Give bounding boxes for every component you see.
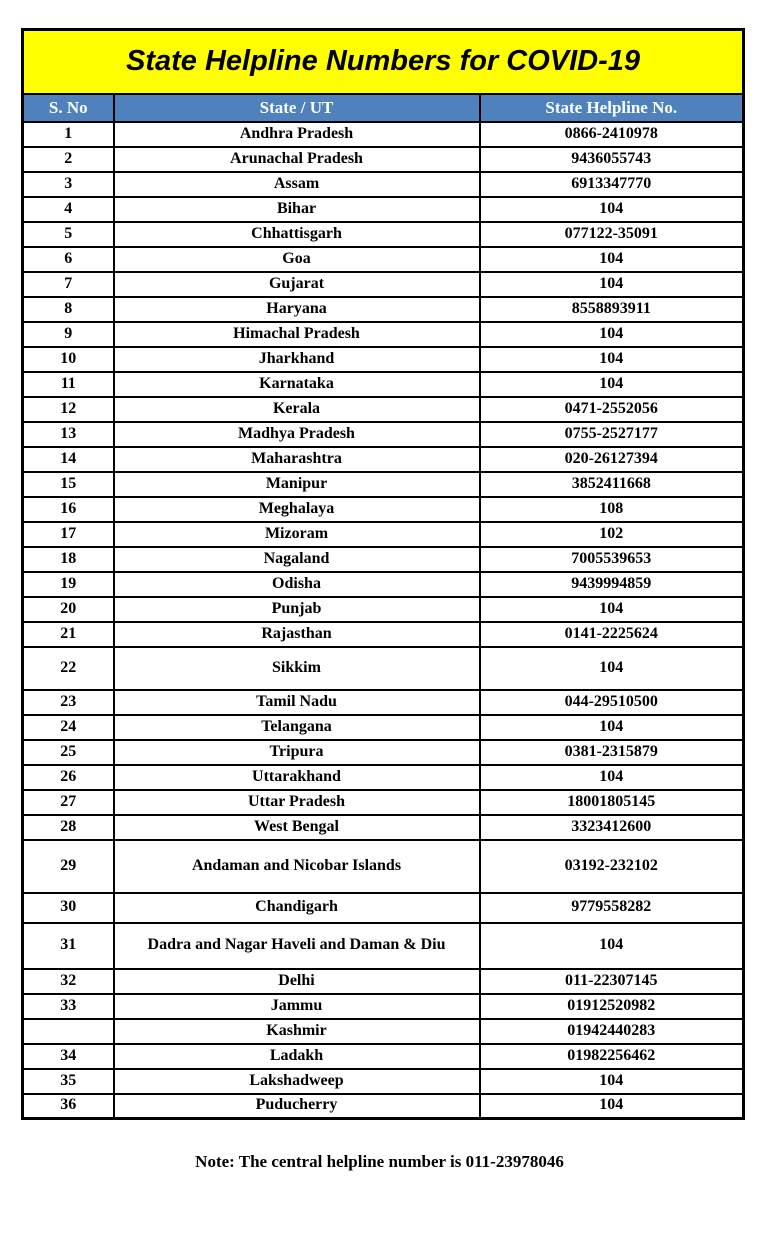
table-row [23, 740, 744, 765]
cell-helpline: 108 [480, 497, 744, 522]
cell-sno: 21 [23, 622, 114, 647]
table-row [23, 197, 744, 222]
table-row [23, 690, 744, 715]
cell-state: Meghalaya [114, 497, 480, 522]
table-row [23, 765, 744, 790]
cell-sno: 3 [23, 172, 114, 197]
table-row [23, 172, 744, 197]
cell-sno: 6 [23, 247, 114, 272]
cell-helpline: 104 [480, 715, 744, 740]
cell-state: Mizoram [114, 522, 480, 547]
cell-sno: 25 [23, 740, 114, 765]
table-row [23, 969, 744, 994]
table-row [23, 790, 744, 815]
cell-state: Nagaland [114, 547, 480, 572]
cell-state: Odisha [114, 572, 480, 597]
table-row [23, 715, 744, 740]
page-title: State Helpline Numbers for COVID-19 [23, 30, 744, 94]
cell-helpline: 8558893911 [480, 297, 744, 322]
cell-helpline: 104 [480, 1069, 744, 1094]
table-row [23, 1094, 744, 1119]
cell-sno: 14 [23, 447, 114, 472]
table-row [23, 247, 744, 272]
cell-helpline: 104 [480, 372, 744, 397]
cell-state: Andaman and Nicobar Islands [114, 840, 480, 893]
cell-helpline: 044-29510500 [480, 690, 744, 715]
cell-state: Arunachal Pradesh [114, 147, 480, 172]
table-row [23, 472, 744, 497]
column-header-helpline: State Helpline No. [480, 94, 744, 122]
table-row [23, 622, 744, 647]
table-row [23, 572, 744, 597]
cell-state: Manipur [114, 472, 480, 497]
table-row [23, 597, 744, 622]
table-row [23, 422, 744, 447]
cell-helpline: 0755-2527177 [480, 422, 744, 447]
table-row [23, 147, 744, 172]
table-row [23, 222, 744, 247]
cell-state: Himachal Pradesh [114, 322, 480, 347]
table-row [23, 994, 744, 1019]
helpline-table [21, 28, 745, 1120]
table-row [23, 397, 744, 422]
cell-state: Chhattisgarh [114, 222, 480, 247]
cell-sno: 10 [23, 347, 114, 372]
cell-state: Jammu [114, 994, 480, 1019]
cell-helpline: 104 [480, 597, 744, 622]
cell-state: Haryana [114, 297, 480, 322]
cell-helpline: 9436055743 [480, 147, 744, 172]
cell-state: Assam [114, 172, 480, 197]
central-helpline-note: Note: The central helpline number is 011-23978046 [195, 1152, 564, 1171]
helpline-table-body [23, 122, 744, 1119]
table-row [23, 497, 744, 522]
cell-helpline: 0381-2315879 [480, 740, 744, 765]
cell-helpline: 104 [480, 272, 744, 297]
cell-state: Kerala [114, 397, 480, 422]
cell-sno: 20 [23, 597, 114, 622]
cell-sno: 9 [23, 322, 114, 347]
cell-state: Lakshadweep [114, 1069, 480, 1094]
table-row [23, 923, 744, 969]
cell-state: Rajasthan [114, 622, 480, 647]
cell-helpline: 3852411668 [480, 472, 744, 497]
cell-sno: 34 [23, 1044, 114, 1069]
cell-state: Telangana [114, 715, 480, 740]
cell-helpline: 0866-2410978 [480, 122, 744, 147]
cell-helpline: 077122-35091 [480, 222, 744, 247]
cell-sno: 8 [23, 297, 114, 322]
table-row [23, 272, 744, 297]
cell-state: Goa [114, 247, 480, 272]
cell-helpline: 03192-232102 [480, 840, 744, 893]
cell-state: Punjab [114, 597, 480, 622]
title-row [23, 30, 744, 94]
table-row [23, 122, 744, 147]
cell-helpline: 102 [480, 522, 744, 547]
cell-state: Madhya Pradesh [114, 422, 480, 447]
cell-helpline: 7005539653 [480, 547, 744, 572]
table-row [23, 1069, 744, 1094]
cell-state: Tamil Nadu [114, 690, 480, 715]
cell-sno: 5 [23, 222, 114, 247]
cell-state: Dadra and Nagar Haveli and Daman & Diu [114, 923, 480, 969]
table-row [23, 372, 744, 397]
cell-sno: 11 [23, 372, 114, 397]
cell-state: Jharkhand [114, 347, 480, 372]
cell-sno: 36 [23, 1094, 114, 1119]
cell-helpline: 3323412600 [480, 815, 744, 840]
cell-helpline: 020-26127394 [480, 447, 744, 472]
cell-helpline: 9439994859 [480, 572, 744, 597]
cell-helpline: 104 [480, 1094, 744, 1119]
cell-sno: 4 [23, 197, 114, 222]
cell-helpline: 104 [480, 347, 744, 372]
cell-helpline: 01912520982 [480, 994, 744, 1019]
cell-sno: 18 [23, 547, 114, 572]
cell-helpline: 0141-2225624 [480, 622, 744, 647]
cell-sno: 16 [23, 497, 114, 522]
cell-state: Tripura [114, 740, 480, 765]
table-row [23, 447, 744, 472]
cell-state: Gujarat [114, 272, 480, 297]
cell-state: Bihar [114, 197, 480, 222]
column-header-sno: S. No [23, 94, 114, 122]
cell-state: Andhra Pradesh [114, 122, 480, 147]
cell-sno: 2 [23, 147, 114, 172]
cell-sno: 12 [23, 397, 114, 422]
cell-sno: 7 [23, 272, 114, 297]
table-row [23, 322, 744, 347]
cell-state: Karnataka [114, 372, 480, 397]
cell-helpline: 9779558282 [480, 893, 744, 923]
helpline-table-container [21, 28, 742, 1120]
cell-sno: 28 [23, 815, 114, 840]
cell-sno [23, 1019, 114, 1044]
cell-sno: 23 [23, 690, 114, 715]
cell-sno: 29 [23, 840, 114, 893]
cell-sno: 17 [23, 522, 114, 547]
table-header-row [23, 94, 744, 122]
cell-state: Chandigarh [114, 893, 480, 923]
cell-state: Uttar Pradesh [114, 790, 480, 815]
cell-sno: 13 [23, 422, 114, 447]
cell-sno: 15 [23, 472, 114, 497]
table-row [23, 840, 744, 893]
cell-sno: 33 [23, 994, 114, 1019]
table-row [23, 522, 744, 547]
column-header-state: State / UT [114, 94, 480, 122]
table-row [23, 893, 744, 923]
cell-helpline: 104 [480, 197, 744, 222]
table-row [23, 1019, 744, 1044]
cell-sno: 30 [23, 893, 114, 923]
cell-helpline: 18001805145 [480, 790, 744, 815]
cell-sno: 24 [23, 715, 114, 740]
cell-helpline: 0471-2552056 [480, 397, 744, 422]
cell-sno: 32 [23, 969, 114, 994]
cell-helpline: 104 [480, 765, 744, 790]
cell-state: Sikkim [114, 647, 480, 690]
table-row [23, 347, 744, 372]
cell-helpline: 104 [480, 247, 744, 272]
cell-helpline: 6913347770 [480, 172, 744, 197]
cell-helpline: 104 [480, 322, 744, 347]
table-row [23, 1044, 744, 1069]
cell-sno: 27 [23, 790, 114, 815]
cell-helpline: 01982256462 [480, 1044, 744, 1069]
cell-sno: 22 [23, 647, 114, 690]
cell-state: Kashmir [114, 1019, 480, 1044]
table-row [23, 647, 744, 690]
cell-state: Uttarakhand [114, 765, 480, 790]
table-row [23, 547, 744, 572]
cell-helpline: 104 [480, 923, 744, 969]
cell-sno: 26 [23, 765, 114, 790]
cell-sno: 19 [23, 572, 114, 597]
cell-sno: 31 [23, 923, 114, 969]
cell-state: West Bengal [114, 815, 480, 840]
cell-sno: 35 [23, 1069, 114, 1094]
cell-state: Puducherry [114, 1094, 480, 1119]
cell-helpline: 104 [480, 647, 744, 690]
cell-state: Delhi [114, 969, 480, 994]
cell-helpline: 011-22307145 [480, 969, 744, 994]
cell-state: Ladakh [114, 1044, 480, 1069]
cell-sno: 1 [23, 122, 114, 147]
table-row [23, 815, 744, 840]
cell-state: Maharashtra [114, 447, 480, 472]
table-row [23, 297, 744, 322]
cell-helpline: 01942440283 [480, 1019, 744, 1044]
